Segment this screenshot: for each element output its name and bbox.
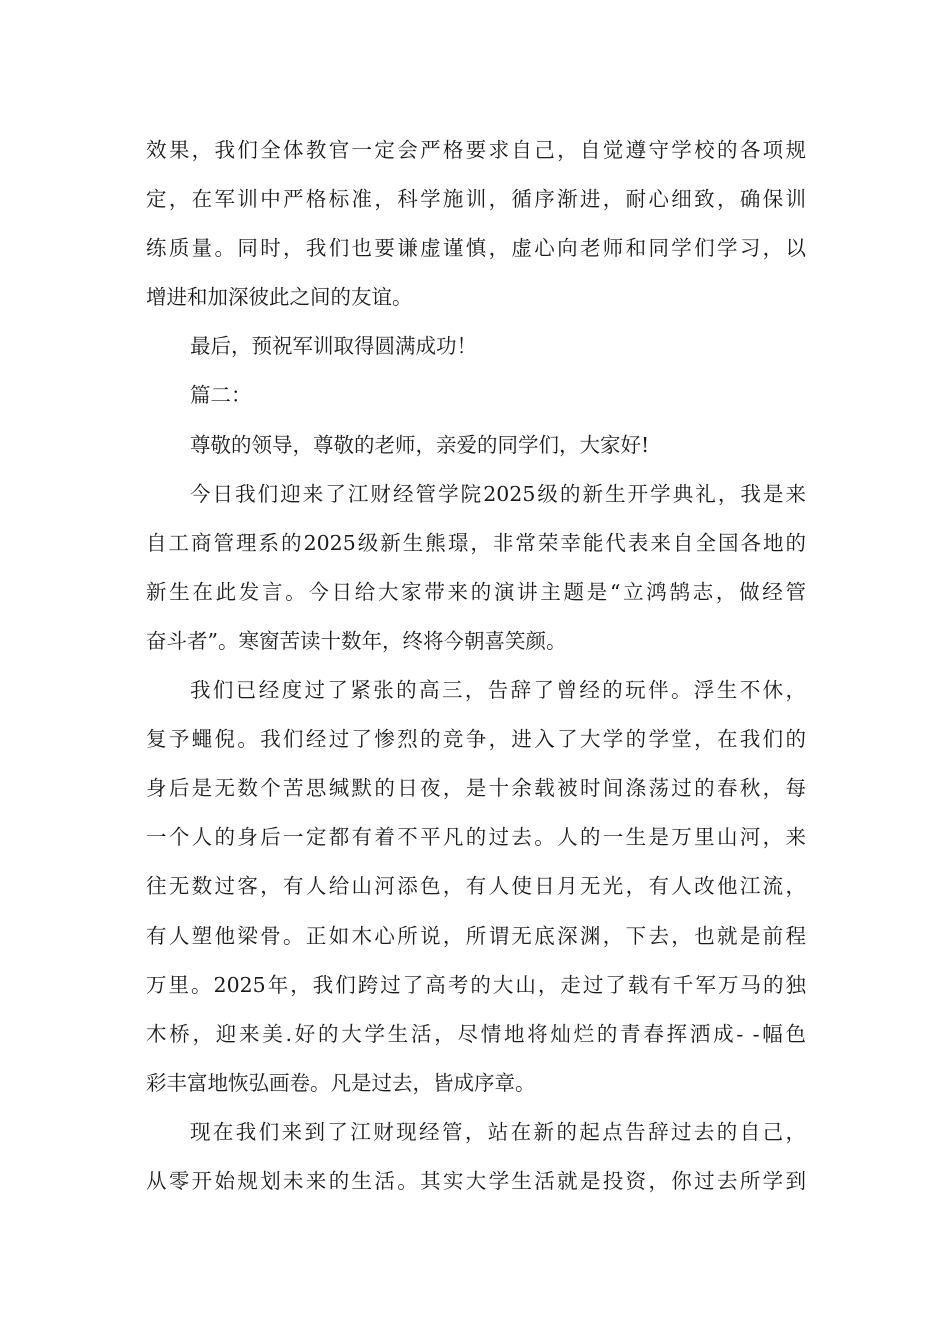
text-line: 现在我们来到了江财现经管，站在新的起点告辞过去的自己， bbox=[190, 1119, 806, 1144]
text-line: 一个人的身后一定都有着不平凡的过去。人的一生是万里山河，来 bbox=[146, 825, 806, 850]
text-line: 我们已经度过了紧张的高三，告辞了曾经的玩伴。浮生不休， bbox=[190, 678, 806, 703]
text-line: 今日我们迎来了江财经管学院2025级的新生开学典礼，我是来 bbox=[190, 481, 806, 506]
text-line: 往无数过客，有人给山河添色，有人使日月无光，有人改他江流， bbox=[146, 874, 806, 899]
text-line: 最后，预祝军训取得圆满成功！ bbox=[190, 334, 477, 359]
text-line: 篇二： bbox=[190, 383, 252, 408]
text-line: 万里。2025年，我们跨过了高考的大山，走过了载有千军万马的独 bbox=[146, 972, 806, 997]
text-line: 复予蠅倪。我们经过了惨烈的竞争，进入了大学的学堂，在我们的 bbox=[146, 727, 806, 752]
text-line: 尊敬的领导，尊敬的老师，亲爱的同学们，大家好! bbox=[190, 432, 650, 457]
text-line: 效果，我们全体教官一定会严格要求自己，自觉遵守学校的各项规 bbox=[146, 138, 806, 162]
text-line: 木桥，迎来美.好的大学生活，尽情地将灿烂的青春挥洒成- -幅色 bbox=[146, 1021, 806, 1046]
text-line: 有人塑他梁骨。正如木心所说，所谓无底深渊，下去，也就是前程 bbox=[146, 923, 806, 948]
text-line: 练质量。同时，我们也要谦虚谨慎，虚心向老师和同学们学习，以 bbox=[146, 236, 806, 261]
text-line: 奋斗者”。寒窗苦读十数年，终将今朝喜笑颜。 bbox=[146, 628, 567, 653]
text-line: 增进和加深彼此之间的友谊。 bbox=[146, 285, 413, 310]
text-line: 新生在此发言。今日给大家带来的演讲主题是“立鸿鹄志，做经管 bbox=[146, 579, 806, 604]
text-line: 定，在军训中严格标准，科学施训，循序渐进，耐心细致，确保训 bbox=[146, 187, 806, 212]
text-line: 从零开始规划未来的生活。其实大学生活就是投资，你过去所学到 bbox=[146, 1168, 806, 1193]
text-line: 自工商管理系的2025级新生熊璟，非常荣幸能代表来自全国各地的 bbox=[146, 530, 806, 555]
document-body bbox=[146, 126, 806, 1206]
text-line: 身后是无数个苦思缄默的日夜，是十余载被时间涤荡过的春秋，每 bbox=[146, 776, 806, 801]
text-line: 彩丰富地恢弘画卷。凡是过去，皆成序章。 bbox=[146, 1070, 536, 1095]
